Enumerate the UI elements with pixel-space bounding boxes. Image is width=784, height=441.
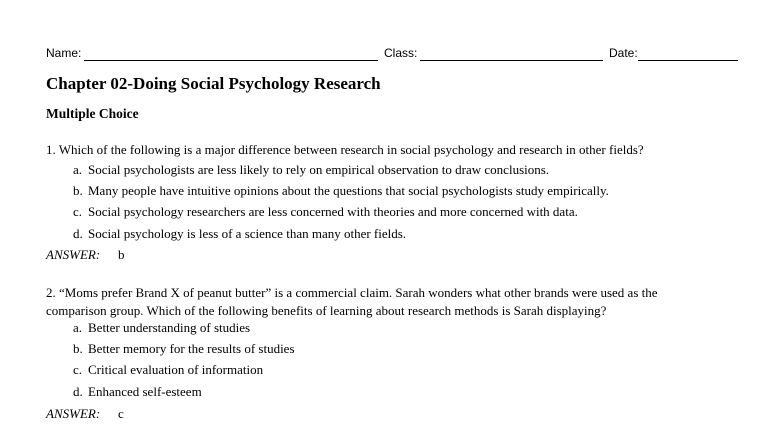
option-letter: a.	[73, 320, 83, 335]
option-letter: d.	[73, 384, 83, 399]
date-blank	[638, 60, 738, 61]
option-text: Enhanced self-esteem	[88, 384, 202, 399]
option-letter: b.	[73, 341, 83, 356]
option-text: Many people have intuitive opinions about the questions that social psychologists study empirically.	[88, 183, 609, 198]
answer-label: ANSWER:	[46, 247, 101, 262]
name-label: Name:	[46, 46, 82, 60]
option-text: Better understanding of studies	[88, 320, 251, 335]
option-letter: a.	[73, 162, 83, 177]
answer-value: b	[118, 247, 125, 262]
option-text: Better memory for the results of studies	[88, 341, 295, 356]
question-text: comparison group. Which of the following benefits of learning about research methods is Sarah displaying?	[46, 303, 607, 318]
class-blank	[420, 60, 603, 61]
answer-value: c	[118, 406, 124, 421]
class-label: Class:	[384, 46, 418, 60]
option-letter: b.	[73, 183, 83, 198]
answer-label: ANSWER:	[46, 406, 101, 421]
option-letter: c.	[73, 204, 83, 219]
page-title: Chapter 02-Doing Social Psychology Research	[46, 74, 381, 93]
option-text: Critical evaluation of information	[88, 362, 264, 377]
question-text: 2. “Moms prefer Brand X of peanut butter” is a commercial claim. Sarah wonders what other brands were used as the	[46, 285, 658, 300]
option-text: Social psychology is less of a science than many other fields.	[88, 226, 407, 241]
option-text: Social psychologists are less likely to rely on empirical observation to draw conclusions.	[88, 162, 550, 177]
section-heading: Multiple Choice	[46, 106, 139, 121]
option-letter: d.	[73, 226, 83, 241]
date-label: Date:	[609, 46, 638, 60]
name-blank	[84, 60, 378, 61]
question-text: 1. Which of the following is a major difference between research in social psychology and research in other fields?	[46, 142, 644, 157]
option-letter: c.	[73, 362, 83, 377]
option-text: Social psychology researchers are less concerned with theories and more concerned with data.	[88, 204, 578, 219]
